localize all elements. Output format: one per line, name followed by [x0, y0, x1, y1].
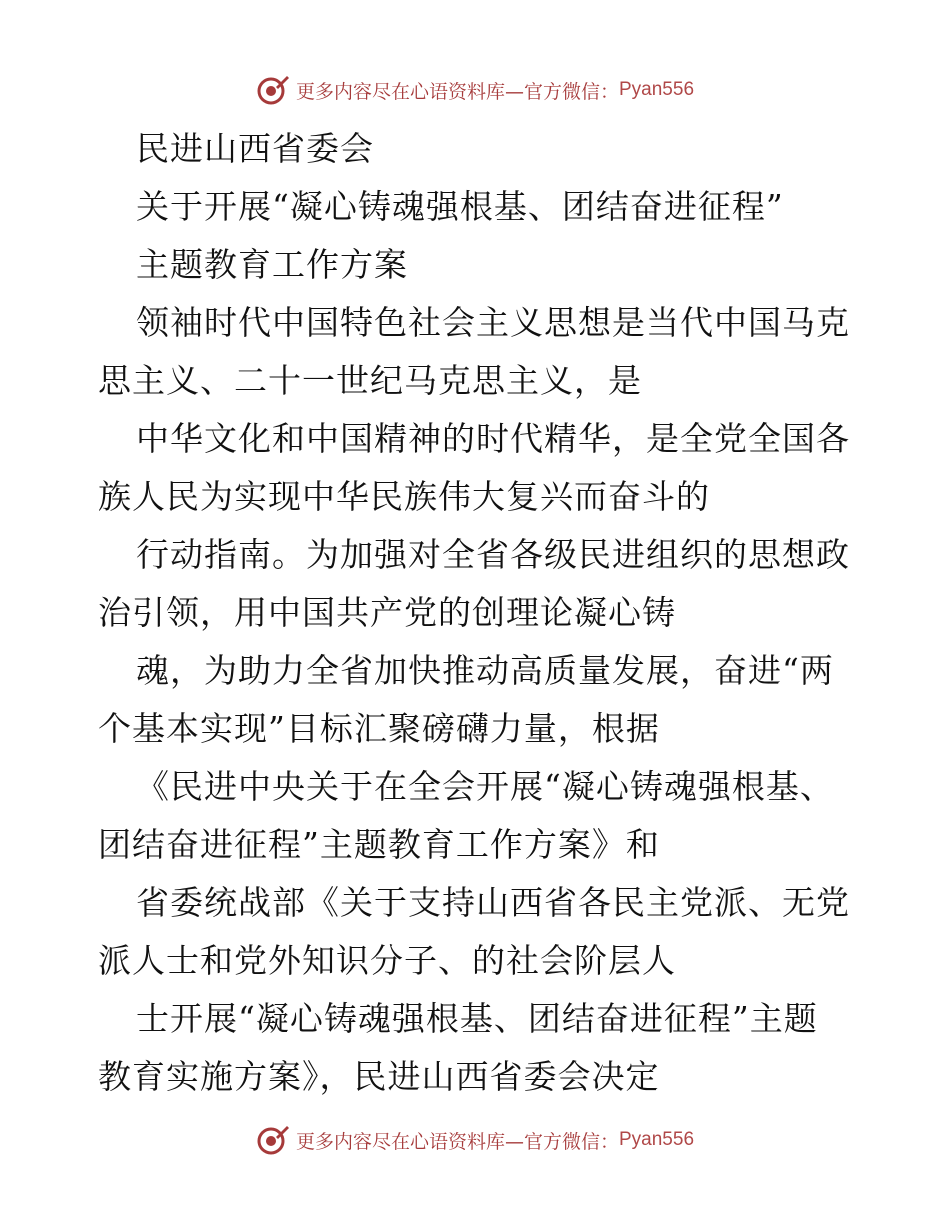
document-body: [98, 120, 858, 1106]
watermark-wechat-id: Pyan556: [619, 79, 695, 100]
document-line: 行动指南。为加强对全省各级民进组织的思想政: [136, 535, 850, 574]
watermark-text: 更多内容尽在心语资料库—官方微信：: [295, 80, 619, 103]
document-line: 思主义、二十一世纪马克思主义，是: [98, 361, 642, 400]
document-line: 个基本实现”目标汇聚磅礴力量，根据: [98, 709, 660, 748]
document-line: 团结奋进征程”主题教育工作方案》和: [98, 825, 660, 864]
document-line: 关于开展“凝心铸魂强根基、团结奋进征程”: [136, 187, 784, 226]
document-line: 派人士和党外知识分子、的社会阶层人: [98, 941, 676, 980]
footer-watermark: [0, 1120, 950, 1160]
document-line: 魂，为助力全省加快推动高质量发展，奋进“两: [136, 651, 834, 690]
header-watermark: [0, 70, 950, 110]
document-line: 主题教育工作方案: [136, 245, 408, 284]
document-line: 民进山西省委会: [136, 129, 374, 168]
watermark-text: 更多内容尽在心语资料库—官方微信：: [295, 1130, 619, 1153]
document-line: 省委统战部《关于支持山西省各民主党派、无党: [136, 883, 850, 922]
document-line: 族人民为实现中华民族伟大复兴而奋斗的: [98, 477, 710, 516]
watermark-wechat-id: Pyan556: [619, 1129, 695, 1150]
document-line: 领袖时代中国特色社会主义思想是当代中国马克: [136, 303, 850, 342]
document-line: 治引领，用中国共产党的创理论凝心铸: [98, 593, 676, 632]
document-line: 中华文化和中国精神的时代精华，是全党全国各: [136, 419, 850, 458]
document-line: 《民进中央关于在全会开展“凝心铸魂强根基、: [136, 767, 834, 806]
document-line: 教育实施方案》，民进山西省委会决定: [98, 1057, 660, 1096]
document-line: 士开展“凝心铸魂强根基、团结奋进征程”主题: [136, 999, 818, 1038]
pen-logo-icon: [256, 1123, 290, 1157]
pen-logo-icon: [256, 73, 290, 107]
